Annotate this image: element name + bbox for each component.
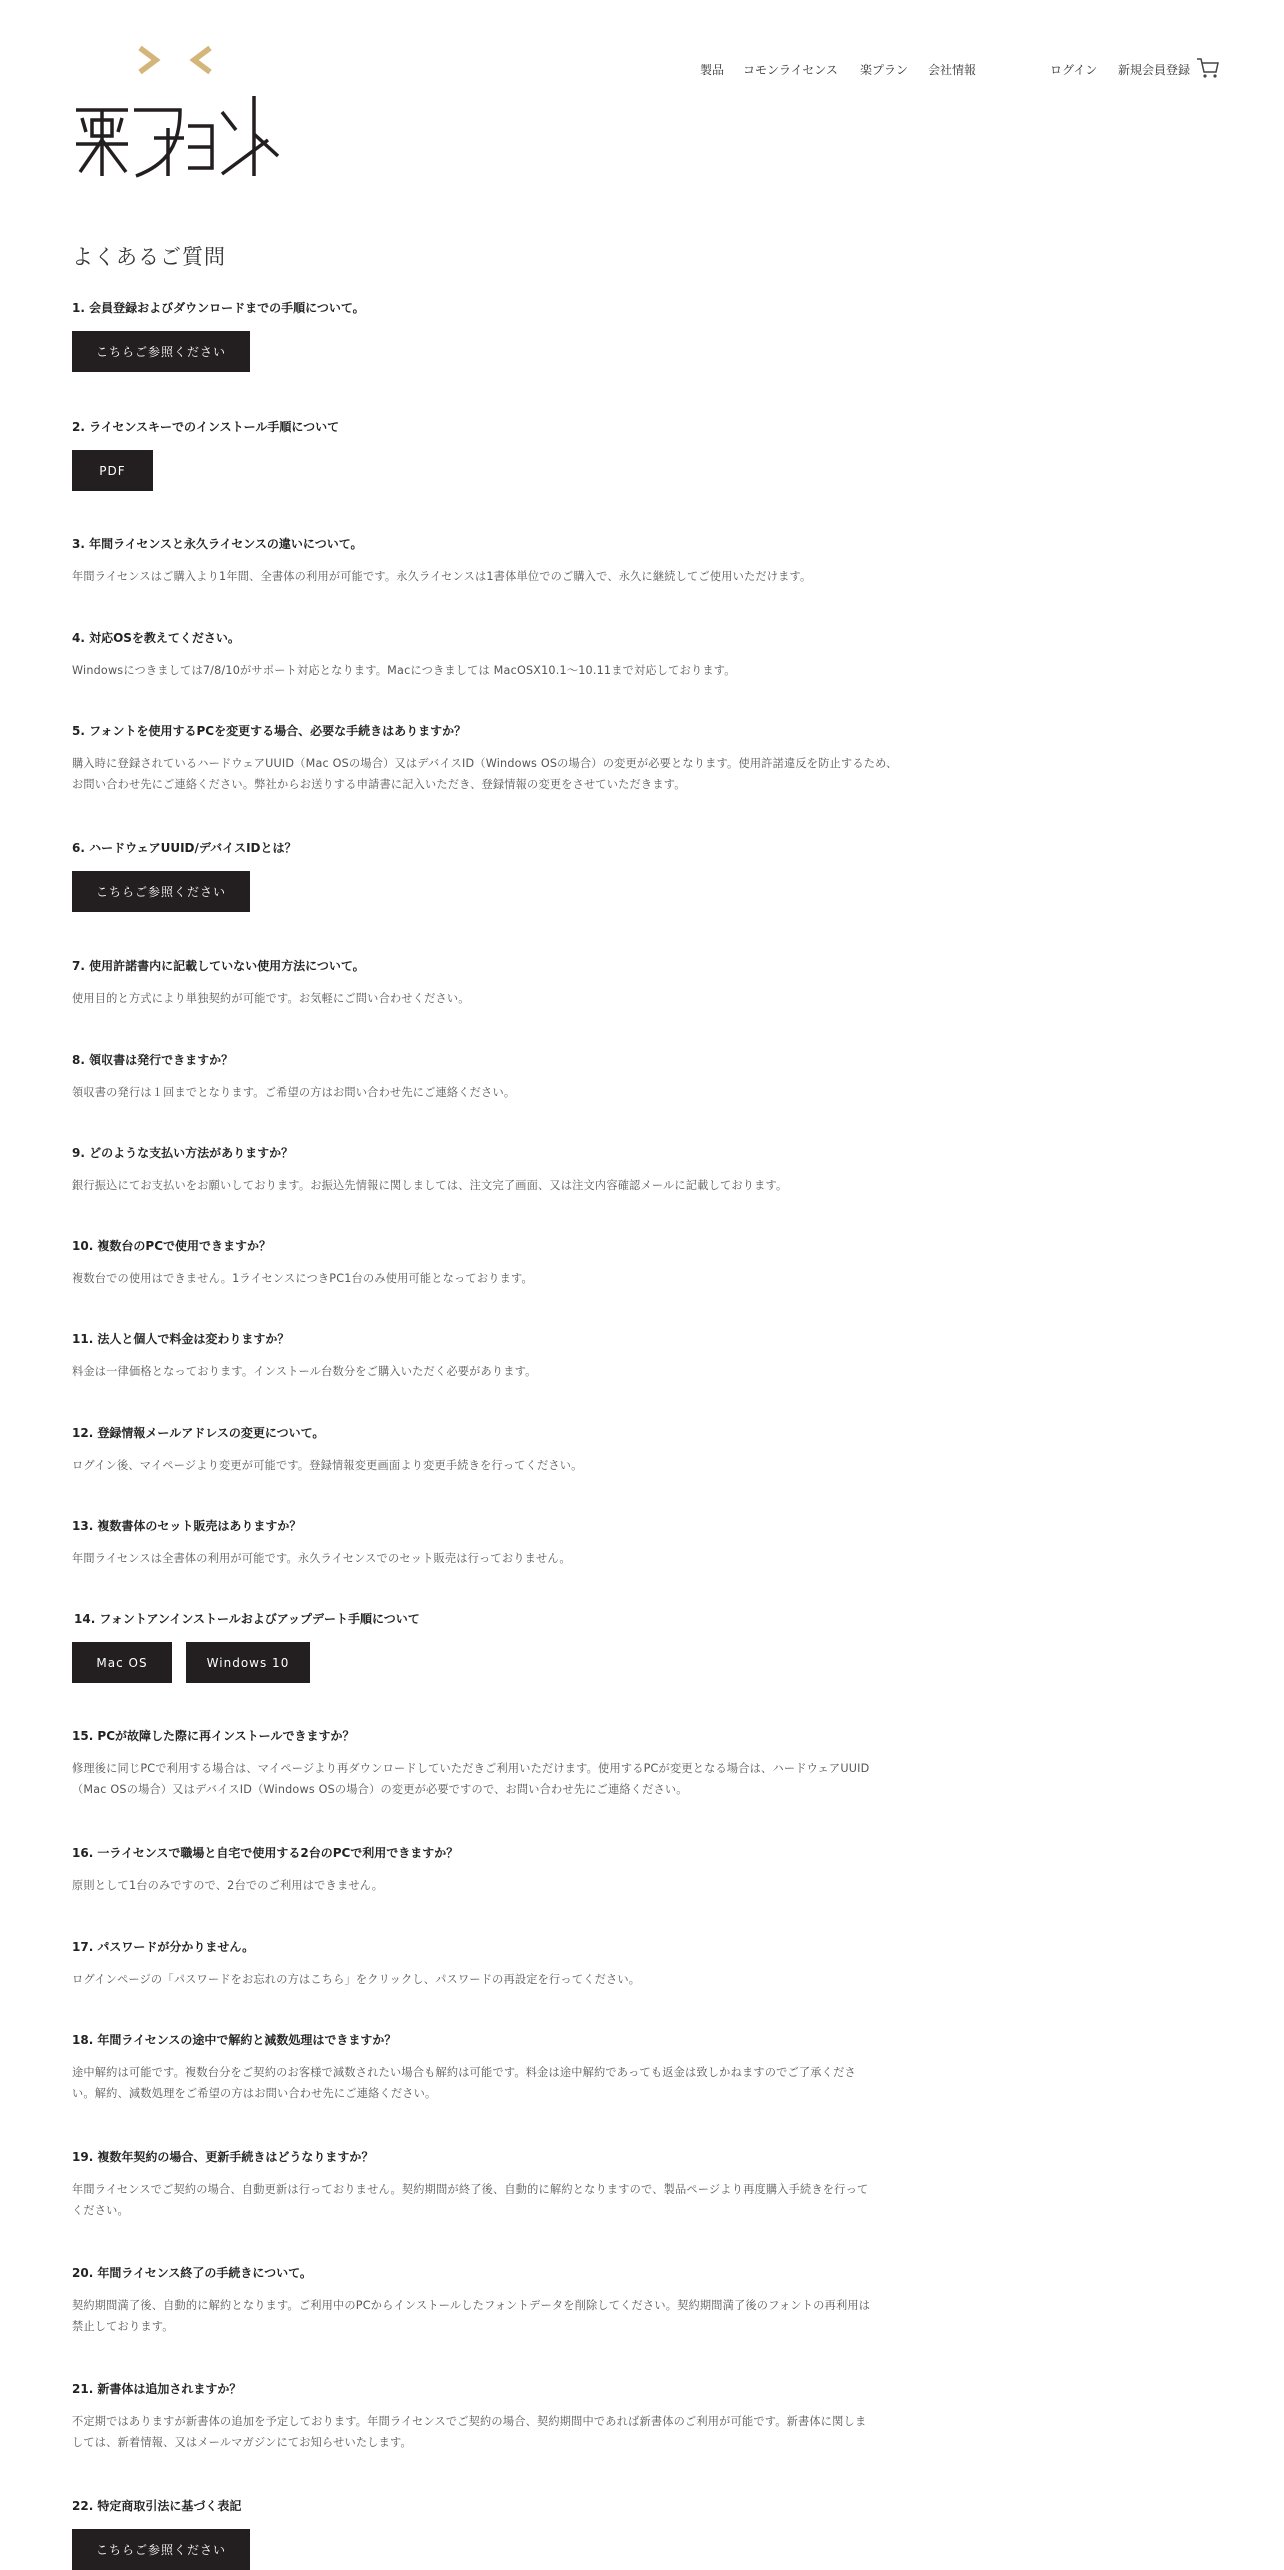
faq-answer xyxy=(72,1175,942,1196)
faq-item xyxy=(72,2497,942,2570)
faq-item xyxy=(72,839,942,912)
faq-answer xyxy=(72,1268,942,1289)
faq-item xyxy=(72,1144,942,1196)
faq-answer xyxy=(72,1455,942,1476)
faq-question: 1. 会員登録およびダウンロードまでの手順について。 xyxy=(72,301,365,315)
cart-icon[interactable] xyxy=(1196,56,1220,80)
see-here-button[interactable]: こちらご参照ください xyxy=(72,331,250,372)
faq-item xyxy=(72,957,942,1009)
faq-answer-line: ください。 xyxy=(72,2204,129,2217)
faq-answer-line: 領収書の発行は１回までとなります。ご希望の方はお問い合わせ先にご連絡ください。 xyxy=(72,1086,516,1099)
faq-answer xyxy=(72,988,942,1009)
faq-answer-line: 禁止しております。 xyxy=(72,2320,174,2333)
faq-item xyxy=(72,722,942,795)
faq-item xyxy=(72,1844,942,1896)
faq-item xyxy=(72,1938,942,1990)
faq-answer xyxy=(72,1969,942,1990)
faq-answer-line: 修理後に同じPCで利用する場合は、マイページより再ダウンロードしていただきご利用いただけます。使用するPCが変更となる場合は、ハードウェアUUID xyxy=(72,1762,870,1775)
faq-question: 9. どのような支払い方法がありますか？ xyxy=(72,1146,294,1160)
faq-answer-line: 年間ライセンスは全書体の利用が可能です。永久ライセンスでのセット販売は行っておりません。 xyxy=(72,1552,571,1565)
faq-question: 22. 特定商取引法に基づく表記 xyxy=(72,2499,242,2513)
faq-question: 7. 使用許諾書内に記載していない使用方法について。 xyxy=(72,959,365,973)
faq-item xyxy=(72,2148,942,2221)
faq-answer xyxy=(72,1758,942,1800)
faq-question: 11. 法人と個人で料金は変わりますか？ xyxy=(72,1332,290,1346)
nav-item-common-license[interactable]: コモンライセンス xyxy=(743,63,838,77)
faq-item xyxy=(72,2264,942,2337)
faq-item xyxy=(72,1517,942,1569)
faq-question: 14. フォントアンインストールおよびアップデート手順について xyxy=(74,1612,420,1626)
faq-answer-line: 年間ライセンスはご購入より1年間、全書体の利用が可能です。永久ライセンスは1書体単位でのご購入で、永久に継続してご使用いただけます。 xyxy=(72,570,812,583)
nav-register-link[interactable]: 新規会員登録 xyxy=(1118,63,1191,77)
faq-answer-line: （Mac OSの場合）又はデバイスID（Windows OSの場合）の変更が必要ですので、お問い合わせ先にご連絡ください。 xyxy=(72,1783,688,1796)
faq-button-group xyxy=(72,450,942,491)
faq-answer-line: い。解約、減数処理をご希望の方はお問い合わせ先にご連絡ください。 xyxy=(72,2087,437,2100)
faq-question: 8. 領収書は発行できますか？ xyxy=(72,1053,234,1067)
see-here-button[interactable]: こちらご参照ください xyxy=(72,871,250,912)
faq-answer xyxy=(72,2411,942,2453)
windows-10-button[interactable]: Windows 10 xyxy=(186,1642,310,1683)
faq-question: 13. 複数書体のセット販売はありますか？ xyxy=(72,1519,302,1533)
faq-question: 21. 新書体は追加されますか？ xyxy=(72,2382,242,2396)
faq-answer xyxy=(72,566,942,587)
faq-answer-line: ログイン後、マイページより変更が可能です。登録情報変更画面より変更手続きを行ってください。 xyxy=(72,1459,583,1472)
faq-question: 17. パスワードが分かりません。 xyxy=(72,1940,255,1954)
faq-button-group xyxy=(72,2529,942,2570)
faq-answer xyxy=(72,1082,942,1103)
faq-item xyxy=(72,1424,942,1476)
faq-button-group xyxy=(72,1642,942,1683)
nav-item-products[interactable]: 製品 xyxy=(700,63,725,77)
faq-answer-line: 複数台での使用はできません。1ライセンスにつきPC1台のみ使用可能となっております。 xyxy=(72,1272,533,1285)
faq-answer xyxy=(72,660,942,681)
faq-question: 12. 登録情報メールアドレスの変更について。 xyxy=(72,1426,325,1440)
faq-item xyxy=(72,299,942,372)
faq-answer-line: ログインページの「パスワードをお忘れの方はこちら」をクリックし、パスワードの再設定を行ってください。 xyxy=(72,1973,641,1986)
see-here-button[interactable]: こちらご参照ください xyxy=(72,2529,250,2570)
faq-answer-line: 途中解約は可能です。複数台分をご契約のお客様で減数されたい場合も解約は可能です。料金は途中解約であっても返金は致しかねますのでご了承くださ xyxy=(72,2066,856,2079)
faq-answer-line: 購入時に登録されているハードウェアUUID（Mac OSの場合）又はデバイスID（Windows OSの場合）の変更が必要となります。使用許諾違反を防止するため、 xyxy=(72,757,898,770)
faq-question: 5. フォントを使用するPCを変更する場合、必要な手続きはありますか？ xyxy=(72,724,467,738)
faq-answer-line: Windowsにつきましては7/8/10がサポート対応となります。Macにつきましては MacOSX10.1～10.11まで対応しております。 xyxy=(72,664,736,677)
mac-os-button[interactable]: Mac OS xyxy=(72,1642,172,1683)
faq-question: 2. ライセンスキーでのインストール手順について xyxy=(72,420,340,434)
faq-question: 19. 複数年契約の場合、更新手続きはどうなりますか？ xyxy=(72,2150,374,2164)
faq-answer xyxy=(72,2179,942,2221)
faq-question: 6. ハードウェアUUID/デバイスIDとは？ xyxy=(72,841,297,855)
faq-answer-line: 原則として1台のみですので、2台でのご利用はできません。 xyxy=(72,1879,384,1892)
faq-answer xyxy=(72,753,942,795)
faq-question: 3. 年間ライセンスと永久ライセンスの違いについて。 xyxy=(72,537,363,551)
faq-item xyxy=(72,2031,942,2104)
faq-item xyxy=(72,1237,942,1289)
faq-question: 15. PCが故障した際に再インストールできますか？ xyxy=(72,1729,355,1743)
faq-item xyxy=(72,1330,942,1382)
page-title: よくあるご質問 xyxy=(72,245,226,269)
faq-button-group xyxy=(72,871,942,912)
faq-answer-line: 契約期間満了後、自動的に解約となります。ご利用中のPCからインストールしたフォントデータを削除してください。契約期間満了後のフォントの再利用は xyxy=(72,2299,871,2312)
faq-answer xyxy=(72,1361,942,1382)
faq-answer-line: 料金は一律価格となっております。インストール台数分をご購入いただく必要があります。 xyxy=(72,1365,537,1378)
nav-item-raku-plan[interactable]: 楽プラン xyxy=(860,63,909,77)
faq-answer xyxy=(72,1548,942,1569)
faq-answer-line: 不定期ではありますが新書体の追加を予定しております。年間ライセンスでご契約の場合、契約期間中であれば新書体のご利用が可能です。新書体に関しま xyxy=(72,2415,867,2428)
faq-button-group xyxy=(72,331,942,372)
faq-question: 18. 年間ライセンスの途中で解約と減数処理はできますか？ xyxy=(72,2033,397,2047)
faq-question: 4. 対応OSを教えてください。 xyxy=(72,631,240,645)
faq-answer-line: 年間ライセンスでご契約の場合、自動更新は行っておりません。契約期間が終了後、自動的に解約となりますので、製品ページより再度購入手続きを行って xyxy=(72,2183,869,2196)
nav-item-company-info[interactable]: 会社情報 xyxy=(928,63,977,77)
main-nav xyxy=(0,60,1284,80)
faq-question: 10. 複数台のPCで使用できますか？ xyxy=(72,1239,272,1253)
faq-question: 20. 年間ライセンス終了の手続きについて。 xyxy=(72,2266,312,2280)
nav-login-link[interactable]: ログイン xyxy=(1050,63,1098,77)
faq-answer-line: しては、新着情報、又はメールマガジンにてお知らせいたします。 xyxy=(72,2436,412,2449)
faq-answer xyxy=(72,2062,942,2104)
faq-item xyxy=(72,1610,942,1683)
faq-answer xyxy=(72,2295,942,2337)
faq-answer-line: 使用目的と方式により単独契約が可能です。お気軽にご問い合わせください。 xyxy=(72,992,470,1005)
faq-answer-line: 銀行振込にてお支払いをお願いしております。お振込先情報に関しましては、注文完了画面、又は注文内容確認メールに記載しております。 xyxy=(72,1179,788,1192)
faq-answer xyxy=(72,1875,942,1896)
faq-item xyxy=(72,1051,942,1103)
faq-question: 16. 一ライセンスで職場と自宅で使用する2台のPCで利用できますか？ xyxy=(72,1846,459,1860)
faq-item xyxy=(72,629,942,681)
faq-item xyxy=(72,1727,942,1800)
faq-item xyxy=(72,535,942,587)
pdf-button[interactable]: PDF xyxy=(72,450,153,491)
faq-item xyxy=(72,2380,942,2453)
faq-item xyxy=(72,418,942,491)
faq-answer-line: お問い合わせ先にご連絡ください。弊社からお送りする申請書に記入いただき、登録情報の変更をさせていただきます。 xyxy=(72,778,686,791)
